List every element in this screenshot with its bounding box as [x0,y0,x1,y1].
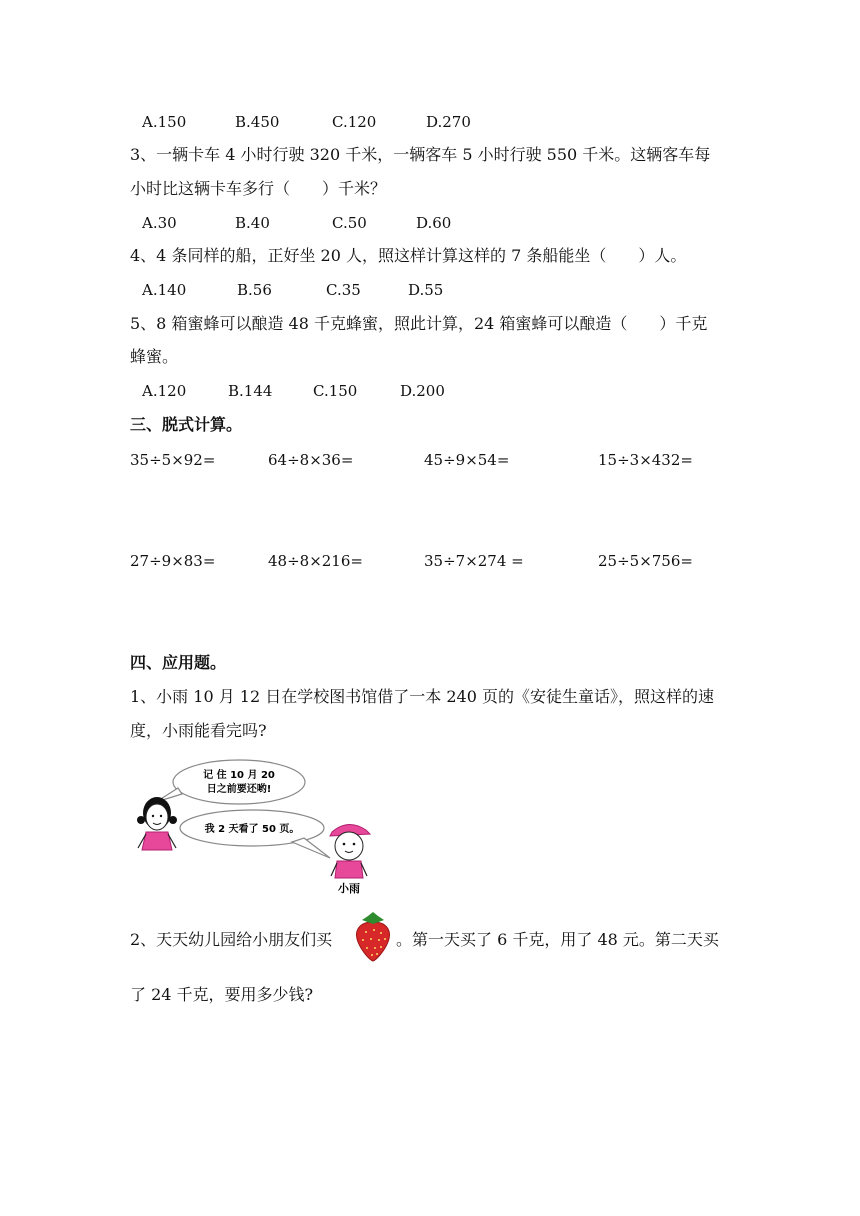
calc-item: 35÷5×92= [130,451,216,469]
question-3-line1: 3、一辆卡车 4 小时行驶 320 千米，一辆客车 5 小时行驶 550 千米。这辆客车每 [130,145,711,164]
option-b: B.56 [237,281,272,299]
option-a: A.30 [142,214,177,232]
speech-bubble-1 [156,760,305,804]
boy-figure [330,824,370,895]
option-a: A.140 [142,281,187,299]
option-c: C.50 [332,214,367,232]
library-illustration [134,758,394,898]
bubble-1-line2: 日之前要还哟! [206,784,272,795]
option-b: B.144 [228,382,273,400]
option-c: C.150 [313,382,358,400]
bubble-1-line1: 记 住 10 月 20 [203,770,275,781]
option-a: A.120 [142,382,187,400]
problem-2-line1-start: 2、天天幼儿园给小朋友们买 [130,930,333,949]
calc-item: 15÷3×432= [598,451,693,469]
option-c: C.120 [332,113,377,131]
question-5-line2: 蜂蜜。 [130,347,179,366]
girl-figure [137,797,177,850]
calc-item: 45÷9×54= [424,451,510,469]
section-3-title: 三、脱式计算。 [130,415,243,434]
calc-item: 48÷8×216= [268,552,363,570]
calc-item: 35÷7×274 = [424,552,524,570]
strawberry-icon [352,908,394,962]
option-d: D.60 [416,214,452,232]
calc-item: 25÷5×756= [598,552,693,570]
boy-name-label: 小雨 [338,882,360,895]
question-3-line2: 小时比这辆卡车多行（ ）千米？ [130,179,387,198]
option-a: A.150 [142,113,187,131]
problem-1-line2: 度，小雨能看完吗? [130,721,267,740]
problem-2-line2: 了 24 千克，要用多少钱? [130,985,314,1004]
bubble-2-text: 我 2 天看了 50 页。 [204,824,300,835]
option-c: C.35 [326,281,361,299]
problem-1-line1: 1、小雨 10 月 12 日在学校图书馆借了一本 240 页的《安徒生童话》，照这样的速 [130,687,714,706]
option-b: B.450 [235,113,280,131]
question-5-line1: 5、8 箱蜜蜂可以酿造 48 千克蜂蜜，照此计算，24 箱蜜蜂可以酿造（ ）千克 [130,314,708,333]
option-b: B.40 [235,214,270,232]
option-d: D.270 [426,113,471,131]
section-4-title: 四、应用题。 [130,653,227,672]
speech-bubble-2 [180,810,330,858]
problem-2-line1-end: 。第一天买了 6 千克，用了 48 元。第二天买 [396,930,719,949]
calc-item: 27÷9×83= [130,552,216,570]
calc-item: 64÷8×36= [268,451,354,469]
option-d: D.55 [408,281,444,299]
question-4-line1: 4、4 条同样的船，正好坐 20 人，照这样计算这样的 7 条船能坐（ ）人。 [130,246,687,265]
option-d: D.200 [400,382,445,400]
